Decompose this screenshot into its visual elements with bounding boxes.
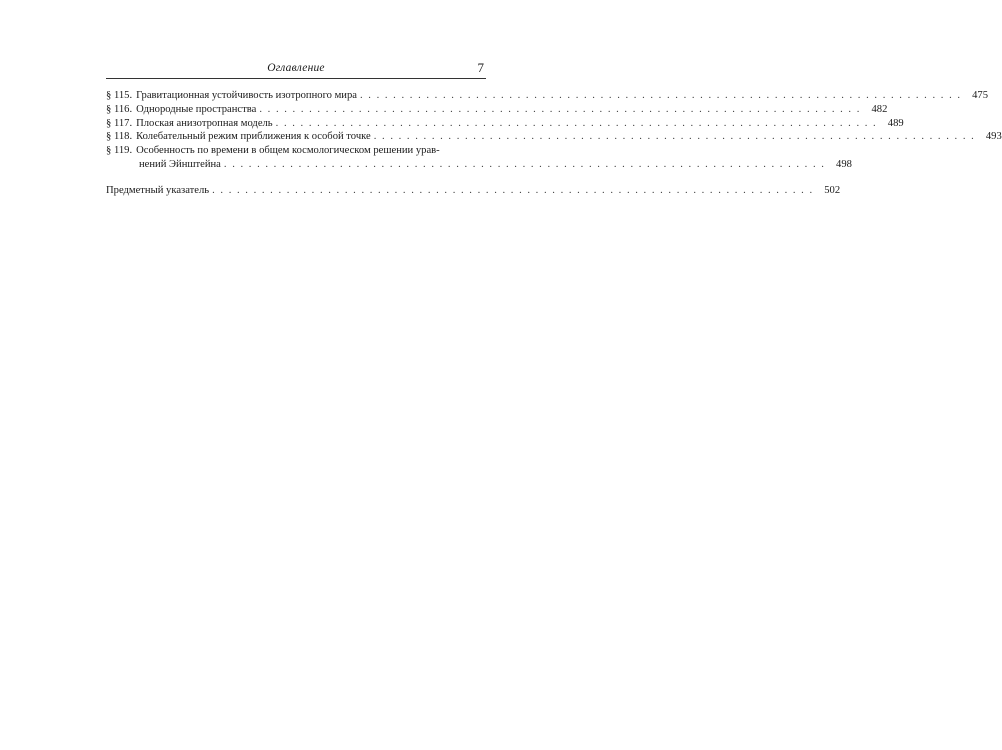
section-number: § 116. bbox=[106, 103, 133, 115]
dot-leader bbox=[212, 184, 812, 198]
toc-entry[interactable] bbox=[106, 117, 904, 131]
toc-entry[interactable] bbox=[106, 103, 888, 117]
section-number: § 118. bbox=[106, 131, 133, 143]
section-title: Однородные пространства bbox=[136, 103, 257, 115]
section-title: Колебательный режим приближения к особой точке bbox=[136, 131, 371, 143]
section-title: Гравитационная устойчивость изотропного мира bbox=[136, 90, 357, 101]
index-page: 502 bbox=[824, 184, 841, 196]
section-number: § 115. bbox=[106, 90, 133, 101]
section-page: 489 bbox=[887, 117, 904, 129]
index-title: Предметный указатель bbox=[106, 184, 210, 196]
document-page bbox=[106, 60, 1002, 198]
section-page: 482 bbox=[871, 103, 888, 115]
dot-leader bbox=[224, 158, 824, 172]
section-page: 498 bbox=[836, 158, 852, 170]
section-title-line1: Особенность по времени в общем космологическом решении урав- bbox=[136, 145, 440, 157]
toc-entry[interactable] bbox=[106, 130, 1002, 144]
table-of-contents bbox=[106, 89, 1002, 198]
page-number: 7 bbox=[477, 60, 484, 75]
running-head bbox=[106, 62, 486, 79]
section-title: Плоская анизотропная модель bbox=[136, 117, 273, 129]
running-head-title: Оглавление bbox=[267, 62, 325, 74]
dot-leader bbox=[374, 130, 974, 144]
section-title-line2: нений Эйнштейна bbox=[139, 158, 221, 170]
section-page: 493 bbox=[985, 131, 1002, 143]
toc-entry-index[interactable] bbox=[106, 184, 841, 198]
section-page: 475 bbox=[972, 90, 989, 101]
toc-entry[interactable] bbox=[106, 144, 852, 172]
toc-entry[interactable] bbox=[106, 89, 989, 103]
section-number: § 119. bbox=[106, 145, 133, 157]
dot-leader bbox=[259, 103, 859, 117]
section-number: § 117. bbox=[106, 117, 133, 129]
dot-leader bbox=[360, 89, 960, 103]
dot-leader bbox=[276, 117, 876, 131]
